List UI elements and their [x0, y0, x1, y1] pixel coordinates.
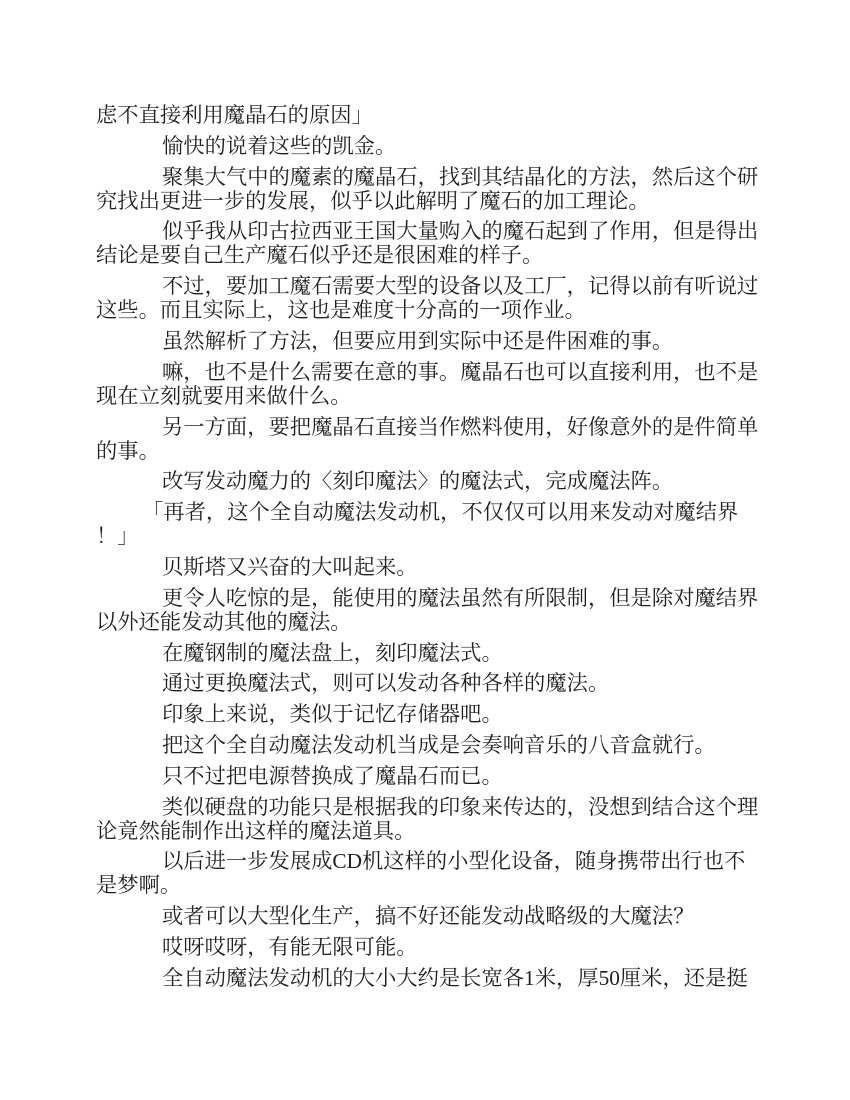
- paragraph: [96, 935, 776, 959]
- paragraph: [96, 103, 776, 127]
- paragraph: [96, 165, 776, 213]
- text-line: 「再者，这个全自动魔法发动机，不仅仅可以用来发动对魔结界: [142, 500, 739, 525]
- text-line: 究找出更进一步的发展，似乎以此解明了魔石的加工理论。: [96, 188, 650, 213]
- text-line: 的事。: [96, 438, 160, 463]
- paragraph: [96, 702, 776, 726]
- text-line: 更令人吃惊的是，能使用的魔法虽然有所限制，但是除对魔结界: [162, 585, 759, 610]
- text-line: 类似硬盘的功能只是根据我的印象来传达的，没想到结合这个理: [162, 794, 759, 819]
- text-line: 以后进一步发展成CD机这样的小型化设备，随身携带出行也不: [162, 849, 746, 874]
- paragraph: [96, 415, 776, 463]
- text-line: 改写发动魔力的〈刻印魔法〉的魔法式，完成魔法阵。: [162, 469, 674, 494]
- text-line: 印象上来说，类似于记忆存储器吧。: [162, 702, 503, 727]
- paragraph: [96, 671, 776, 695]
- document-text: [96, 103, 776, 997]
- paragraph: [96, 500, 776, 548]
- paragraph: [96, 219, 776, 267]
- paragraph: [96, 274, 776, 322]
- text-line: 另一方面，要把魔晶石直接当作燃料使用，好像意外的是件简单: [162, 414, 759, 439]
- text-line: ！」: [96, 524, 139, 549]
- paragraph: [96, 733, 776, 757]
- text-line: 哎呀哎呀，有能无限可能。: [162, 934, 418, 959]
- text-line: 嘛，也不是什么需要在意的事。魔晶石也可以直接利用，也不是: [162, 359, 759, 384]
- text-line: 贝斯塔又兴奋的大叫起来。: [162, 554, 418, 579]
- paragraph: [96, 849, 776, 897]
- text-line: 虑不直接利用魔晶石的原因」: [96, 103, 373, 127]
- text-line: 愉快的说着这些的凯金。: [162, 133, 397, 158]
- text-line: 似乎我从印古拉西亚王国大量购入的魔石起到了作用，但是得出: [162, 219, 759, 244]
- text-line: 把这个全自动魔法发动机当成是会奏响音乐的八音盒就行。: [162, 732, 716, 757]
- text-line: 以外还能发动其他的魔法。: [96, 609, 352, 634]
- paragraph: [96, 555, 776, 579]
- paragraph: [96, 641, 776, 665]
- text-line: 通过更换魔法式，则可以发动各种各样的魔法。: [162, 671, 610, 696]
- text-line: 结论是要自己生产魔石似乎还是很困难的样子。: [96, 243, 544, 268]
- text-line: 全自动魔法发动机的大小大约是长宽各1米，厚50厘米，还是挺: [162, 965, 748, 990]
- paragraph: [96, 764, 776, 788]
- paragraph: [96, 469, 776, 493]
- paragraph: [96, 329, 776, 353]
- text-line: 这些。而且实际上，这也是难度十分高的一项作业。: [96, 298, 586, 323]
- text-line: 在魔钢制的魔法盘上，刻印魔法式。: [162, 640, 503, 665]
- paragraph: [96, 966, 776, 990]
- paragraph: [96, 904, 776, 928]
- text-line: 聚集大气中的魔素的魔晶石，找到其结晶化的方法，然后这个研: [162, 164, 759, 189]
- paragraph: [96, 360, 776, 408]
- paragraph: [96, 795, 776, 843]
- text-line: 只不过把电源替换成了魔晶石而已。: [162, 763, 503, 788]
- text-line: 或者可以大型化生产，搞不好还能发动战略级的大魔法？: [162, 904, 695, 929]
- text-line: 不过，要加工魔石需要大型的设备以及工厂，记得以前有听说过: [162, 274, 759, 299]
- text-line: 现在立刻就要用来做什么。: [96, 383, 352, 408]
- text-line: 论竟然能制作出这样的魔法道具。: [96, 818, 416, 843]
- paragraph: [96, 134, 776, 158]
- text-line: 虽然解析了方法，但要应用到实际中还是件困难的事。: [162, 328, 674, 353]
- text-line: 是梦啊。: [96, 873, 182, 898]
- paragraph: [96, 586, 776, 634]
